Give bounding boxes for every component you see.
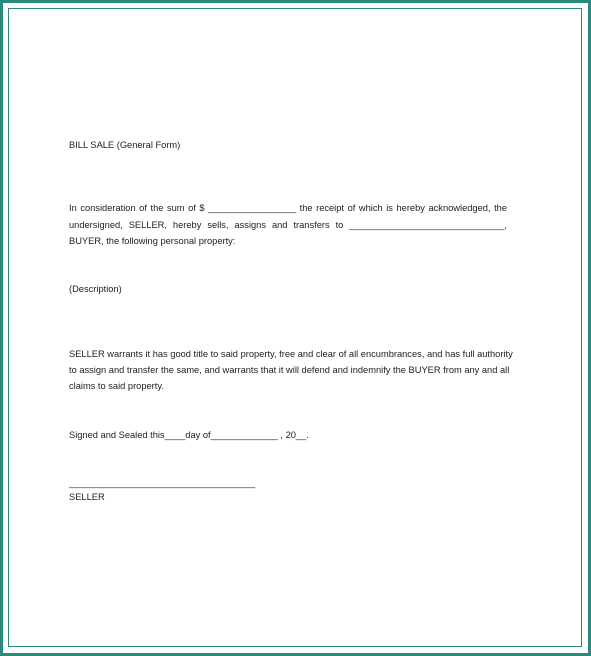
signed-sealed-line: Signed and Sealed this____day of_____________ , 20__. xyxy=(69,430,309,440)
warranty-line-1: SELLER warrants it has good title to said property, free and clear of all encumbrances, and has full authority xyxy=(69,349,513,359)
bill-of-sale-document xyxy=(9,9,581,646)
consideration-line-1: In consideration of the sum of $ _________________ the receipt of which is hereby acknowledged, the xyxy=(69,203,507,213)
page-inner-border xyxy=(8,8,582,647)
signature-line: ____________________________________ xyxy=(69,478,256,488)
document-title: BILL SALE (General Form) xyxy=(69,140,181,150)
consideration-line-3: BUYER, the following personal property: xyxy=(69,236,236,246)
warranty-line-3: claims to said property. xyxy=(69,381,164,391)
warranty-line-2: to assign and transfer the same, and warrants that it will defend and indemnify the BUYER from any and all xyxy=(69,365,510,375)
consideration-line-2: undersigned, SELLER, hereby sells, assigns and transfers to ______________________________, xyxy=(69,220,507,230)
description-placeholder: (Description) xyxy=(69,284,122,294)
seller-label: SELLER xyxy=(69,492,105,502)
